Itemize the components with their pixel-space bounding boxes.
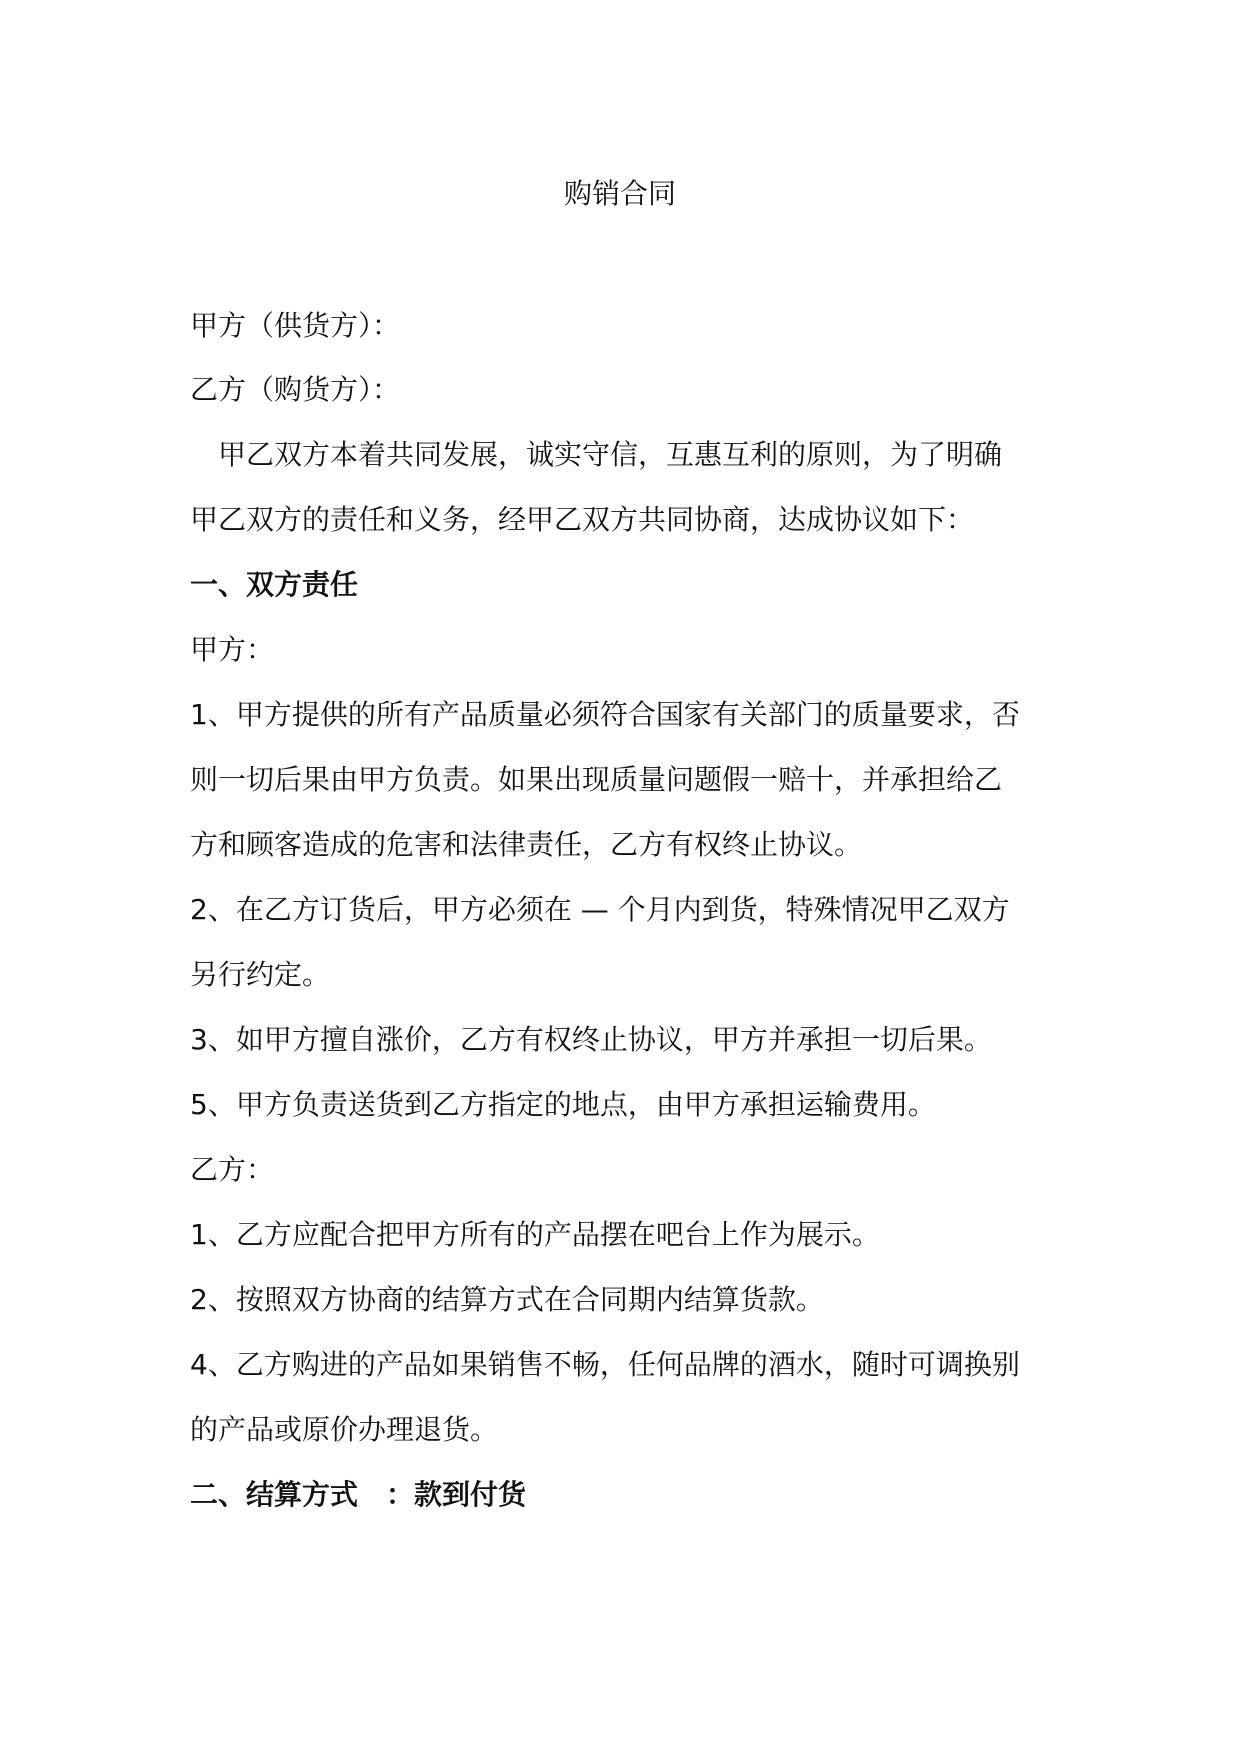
party-a-item-line: 3、如甲方擅自涨价，乙方有权终止协议，甲方并承担一切后果。: [190, 1023, 992, 1056]
party-a-item-line: 2、在乙方订货后，甲方必须在 — 个月内到货，特殊情况甲乙双方: [190, 893, 1010, 926]
party-a-item-line: 1、甲方提供的所有产品质量必须符合国家有关部门的质量要求，否: [190, 698, 1020, 731]
party-a-item-line: 则一切后果由甲方负责。如果出现质量问题假一赔十，并承担给乙: [190, 763, 1003, 796]
section-1-heading: 一、双方责任: [190, 568, 359, 601]
party-b-label: 乙方：: [190, 1153, 275, 1186]
intro-line-2: 甲乙双方的责任和义务，经甲乙双方共同协商，达成协议如下：: [190, 503, 975, 536]
section-2-heading: 二、结算方式 ：款到付货: [190, 1478, 527, 1511]
party-a-label: 甲方：: [190, 633, 275, 666]
party-a-item-line: 5、甲方负责送货到乙方指定的地点，由甲方承担运输费用。: [190, 1088, 936, 1121]
party-b-line: 乙方（购货方）：: [190, 373, 401, 406]
intro-line-1: 甲乙双方本着共同发展，诚实守信，互惠互利的原则，为了明确: [190, 438, 1003, 471]
party-a-item-line: 另行约定。: [190, 958, 331, 991]
party-b-item-line: 4、乙方购进的产品如果销售不畅，任何品牌的酒水，随时可调换别: [190, 1348, 1020, 1381]
party-b-item-line: 的产品或原价办理退货。: [190, 1413, 499, 1446]
party-b-item-line: 2、按照双方协商的结算方式在合同期内结算货款。: [190, 1283, 824, 1316]
party-a-item-line: 方和顾客造成的危害和法律责任，乙方有权终止协议。: [190, 828, 863, 861]
page-title: 购销合同: [563, 177, 676, 210]
party-a-line: 甲方（供货方）：: [190, 309, 401, 342]
party-b-item-line: 1、乙方应配合把甲方所有的产品摆在吧台上作为展示。: [190, 1218, 880, 1251]
